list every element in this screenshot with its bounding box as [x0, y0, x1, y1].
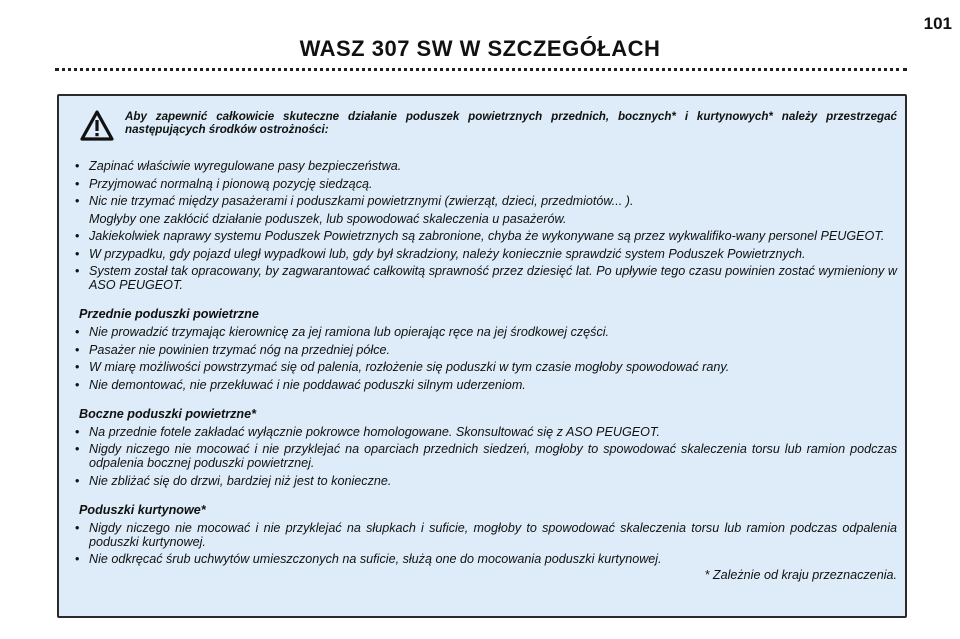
list-item: • Nie demontować, nie przekłuwać i nie poddawać poduszki silnym uderzeniom.	[73, 378, 897, 392]
section-title-front: Przednie poduszki powietrzne	[79, 307, 259, 321]
page-number: 101	[923, 14, 952, 33]
list-item: • Na przednie fotele zakładać wyłącznie pokrowce homologowane. Skonsultować się z ASO PEUGEOT.	[73, 425, 897, 439]
list-item: • Nic nie trzymać między pasażerami i poduszkami powietrznymi (zwierząt, dzieci, przedmiotów... ).	[73, 194, 897, 208]
dotted-divider	[55, 68, 907, 71]
list-item: • Nie prowadzić trzymając kierownicę za jej ramiona lub opierając ręce na jej środkowej części.	[73, 325, 897, 339]
list-item: • W przypadku, gdy pojazd uległ wypadkowi lub, gdy był skradziony, należy koniecznie sprawdzić system Poduszek Powietrznych.	[73, 247, 897, 261]
page-title: WASZ 307 SW W SZCZEGÓŁACH	[299, 36, 661, 61]
curtain-list	[73, 521, 897, 567]
list-item: • System został tak opracowany, by zagwarantować całkowitą sprawność przez dziesięć lat. Po upływie tego czasu powinien zostać wymieniony w ASO PEUGEOT.	[73, 264, 897, 292]
side-list	[73, 425, 897, 488]
safety-notice-box	[57, 94, 907, 618]
list-item-continuation: Mogłyby one zakłócić działanie poduszek, lub spowodować skaleczenia u pasażerów.	[89, 211, 567, 226]
footnote: * Zależnie od kraju przeznaczenia.	[704, 567, 897, 582]
list-item: • Przyjmować normalną i pionową pozycję siedzącą.	[73, 177, 897, 191]
list-item: • Nie zbliżać się do drzwi, bardziej niż jest to konieczne.	[73, 474, 897, 488]
list-item: • Nie odkręcać śrub uchwytów umieszczonych na suficie, służą one do mocowania poduszki kurtynowej.	[73, 552, 897, 566]
front-list	[73, 325, 897, 392]
notice-content	[73, 159, 897, 582]
list-item: • Nigdy niczego nie mocować i nie przyklejać na słupkach i suficie, mogłoby to spowodować skaleczenia torsu lub ramion podczas odpalenia poduszki kurtynowej.	[73, 521, 897, 549]
general-list-2	[73, 229, 897, 292]
list-item: • Jakiekolwiek naprawy systemu Poduszek Powietrznych są zabronione, chyba że wykonywane są przez wykwalifiko-wany personel PEUGEOT.	[73, 229, 897, 243]
warning-triangle-icon	[79, 109, 115, 143]
list-item: • Nigdy niczego nie mocować i nie przyklejać na oparciach przednich siedzeń, mogłoby to spowodować skaleczenia torsu lub ramion podczas odpalenia bocznej poduszki powietrznej.	[73, 442, 897, 470]
list-item: • W miarę możliwości powstrzymać się od palenia, rozłożenie się poduszki w tym czasie mogłoby spowodować rany.	[73, 360, 897, 374]
general-list	[73, 159, 897, 208]
section-title-curtain: Poduszki kurtynowe*	[79, 502, 206, 517]
list-item: • Zapinać właściwie wyregulowane pasy bezpieczeństwa.	[73, 159, 897, 173]
list-item: • Pasażer nie powinien trzymać nóg na przedniej półce.	[73, 343, 897, 357]
warning-text: Aby zapewnić całkowicie skuteczne działanie poduszek powietrznych przednich, bocznych* i kurtynowych* należy przestrzegać następujących środków ostrożności:	[125, 110, 897, 136]
section-title-side: Boczne poduszki powietrzne*	[79, 406, 257, 421]
